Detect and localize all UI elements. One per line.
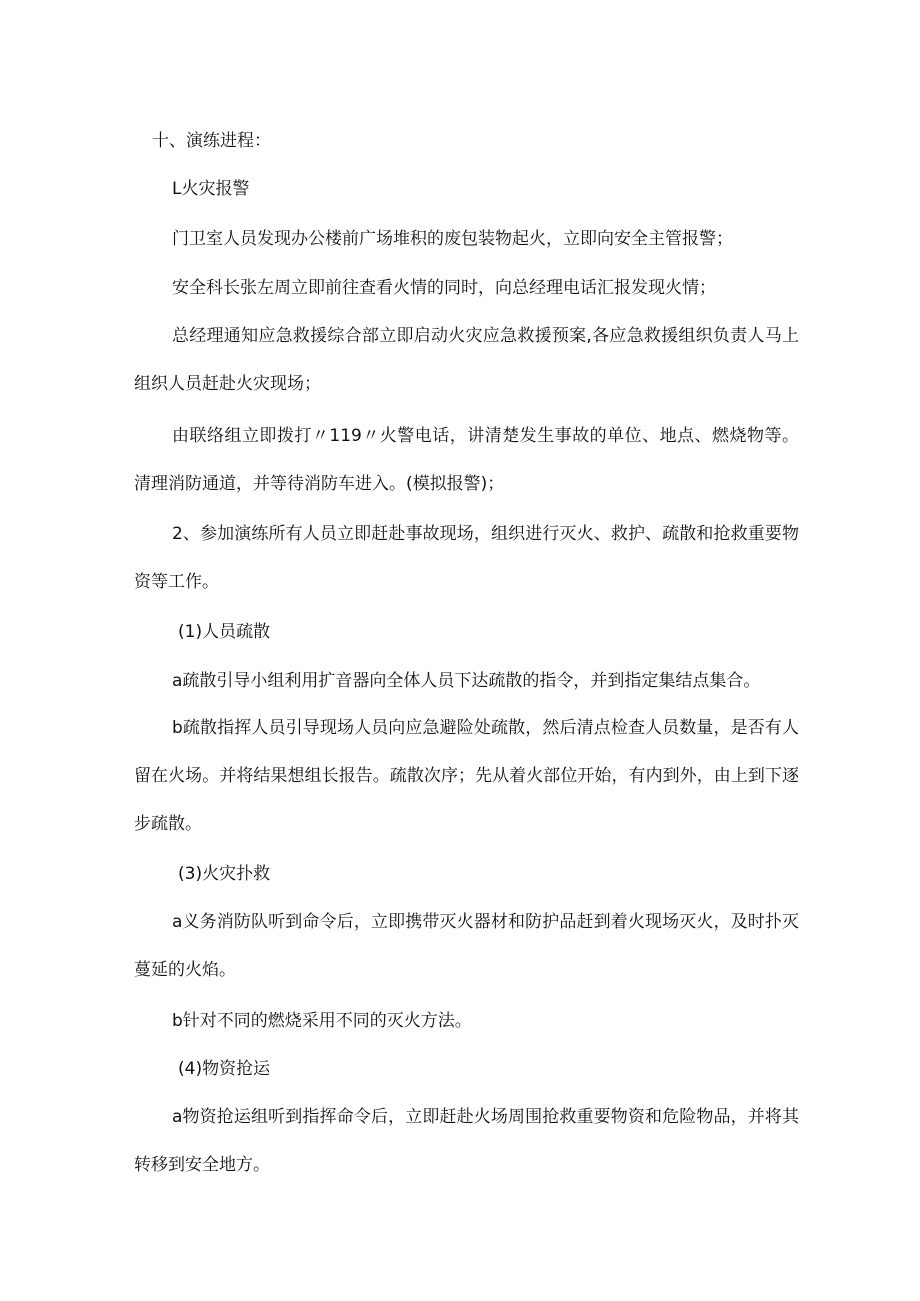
paragraph-7: b疏散指挥人员引导现场人员向应急避险处疏散，然后清点检查人员数量，是否有人留在火场。并将结果想组长报告。疏散次序；先从着火部位开始，有内到外，由上到下逐步疏散。: [134, 718, 799, 834]
paragraph-8: a义务消防队听到命令后，立即携带灭火器材和防护品赶到着火现场灭火，及时扑灭蔓延的火焰。: [134, 912, 799, 980]
subsection-3-title: (3)火灾扑救: [178, 864, 271, 884]
paragraph-9: b针对不同的燃烧采用不同的灭火方法。: [172, 1011, 472, 1031]
paragraph-2: 安全科长张左周立即前往查看火情的同时，向总经理电话汇报发现火情；: [172, 278, 716, 298]
item-1-title: L火灾报警: [172, 179, 250, 199]
subsection-4-title: (4)物资抢运: [178, 1059, 271, 1079]
subsection-1-title: (1)人员疏散: [178, 622, 271, 642]
paragraph-10: a物资抢运组听到指挥命令后，立即赶赴火场周围抢救重要物资和危险物品，并将其转移到安全地方。: [134, 1107, 799, 1175]
paragraph-1: 门卫室人员发现办公楼前广场堆积的废包装物起火，立即向安全主管报警；: [172, 229, 733, 249]
paragraph-3: 总经理通知应急救援综合部立即启动火灾应急救援预案,各应急救援组织负责人马上组织人员赶赴火灾现场；: [134, 326, 799, 394]
paragraph-4: 由联络组立即拨打〃119〃火警电话，讲清楚发生事故的单位、地点、燃烧物等。清理消防通道，并等待消防车进入。(模拟报警)；: [134, 426, 799, 494]
paragraph-6: a疏散引导小组利用扩音器向全体人员下达疏散的指令，并到指定集结点集合。: [172, 671, 761, 691]
paragraph-5: 2、参加演练所有人员立即赶赴事故现场，组织进行灭火、救护、疏散和抢救重要物资等工作。: [134, 524, 799, 592]
section-heading: 十、演练进程：: [152, 131, 271, 151]
